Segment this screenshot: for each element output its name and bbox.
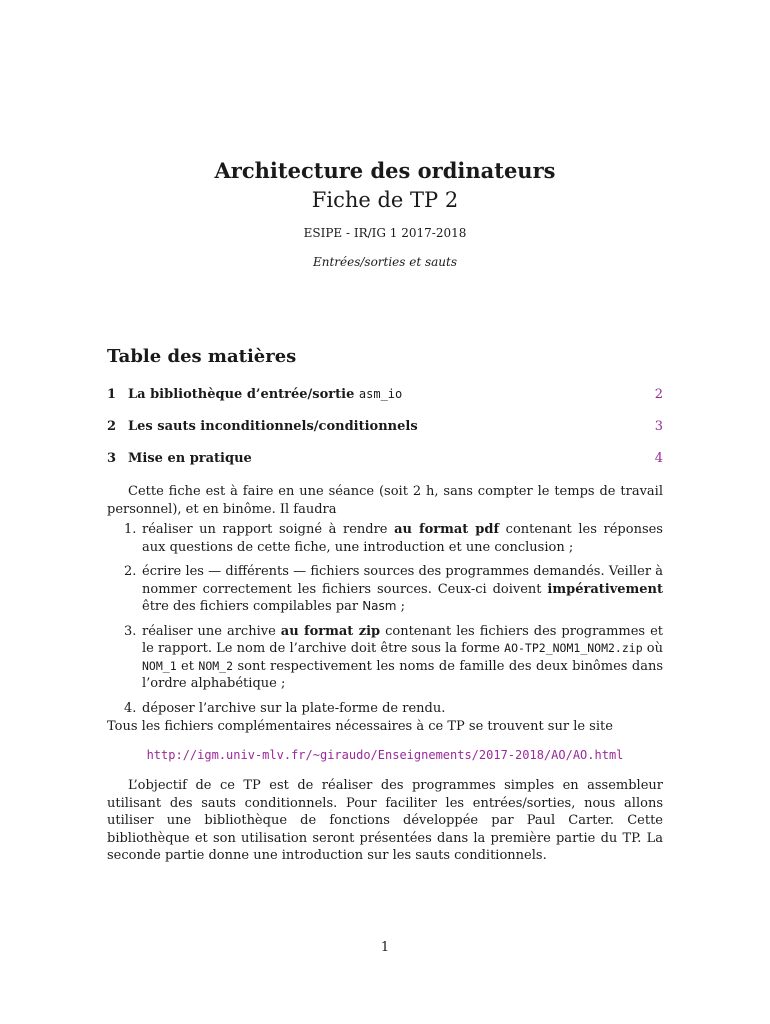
toc-entry-page-link[interactable]: 2 [654, 387, 663, 402]
toc-entry-code: asm_io [358, 387, 403, 401]
document-title: Architecture des ordinateurs [214, 158, 556, 183]
list-item-number: 4. [124, 700, 137, 716]
list-item-number: 1. [124, 522, 137, 537]
page-number: 1 [380, 940, 390, 955]
instructions-list [107, 521, 663, 724]
list-item-number: 2. [124, 564, 137, 579]
toc-heading: Table des matières [107, 346, 297, 367]
toc-entry-page-link[interactable]: 4 [654, 451, 663, 466]
toc-entry-label: Les sauts inconditionnels/conditionnels [128, 419, 418, 434]
objective-paragraph: L’objectif de ce TP est de réaliser des programmes simples en assembleur utilisant des sauts conditionnels. Pour faciliter les entrées/sorties, nous allons utiliser une bibliothèque de fonctions développée par Paul Carter. Cette bibliothèque et son utilisation seront présentées dans la première partie du TP. La seconde partie donne une introduction sur les sauts conditionnels. [107, 778, 663, 863]
toc-entry[interactable] [107, 419, 663, 437]
course-url-link[interactable]: http://igm.univ-mlv.fr/~giraudo/Enseignements/2017-2018/AO/AO.html [146, 748, 624, 762]
list-item: 2. écrire les — différents — fichiers sources des programmes demandés. Veiller à nommer correctement les fichiers sources. Ceux-ci doivent impérativement être des fichiers compilables par Nasm ; [124, 564, 663, 614]
toc-entry-label: La bibliothèque d’entrée/sortie asm_io [128, 387, 403, 402]
topic-line: Entrées/sorties et sauts [312, 255, 458, 269]
toc-entry[interactable] [107, 387, 663, 405]
intro-paragraph: Cette fiche est à faire en une séance (soit 2 h, sans compter le temps de travail personnel), et en binôme. Il faudra [107, 484, 663, 517]
toc-entry-page-link[interactable]: 3 [654, 419, 663, 434]
list-item: 4. déposer l’archive sur la plate-forme de rendu. [124, 700, 446, 716]
toc-entry-number: 1 [107, 387, 117, 402]
site-line: Tous les fichiers complémentaires nécessaires à ce TP se trouvent sur le site [107, 719, 613, 734]
document-subtitle: Fiche de TP 2 [311, 188, 459, 212]
toc-entry-number: 2 [107, 419, 117, 434]
list-item-number: 3. [124, 623, 137, 639]
toc-entry-number: 3 [107, 451, 117, 466]
toc-entry[interactable] [107, 451, 663, 469]
list-item: 3. réaliser une archive au format zip contenant les fichiers des programmes et le rapport. Le nom de l’archive doit être sous la forme AO-TP2_NOM1_NOM2.zip où NOM_1 et NOM_2 sont respectivement les noms de famille des deux binômes dans l’ordre alphabétique ; [124, 623, 664, 691]
list-item: 1. réaliser un rapport soigné à rendre au format pdf contenant les réponses aux questions de cette fiche, une introduction et une conclusion ; [124, 522, 663, 555]
toc-entry-label: Mise en pratique [128, 451, 252, 466]
course-info: ESIPE - IR/IG 1 2017-2018 [303, 226, 467, 240]
